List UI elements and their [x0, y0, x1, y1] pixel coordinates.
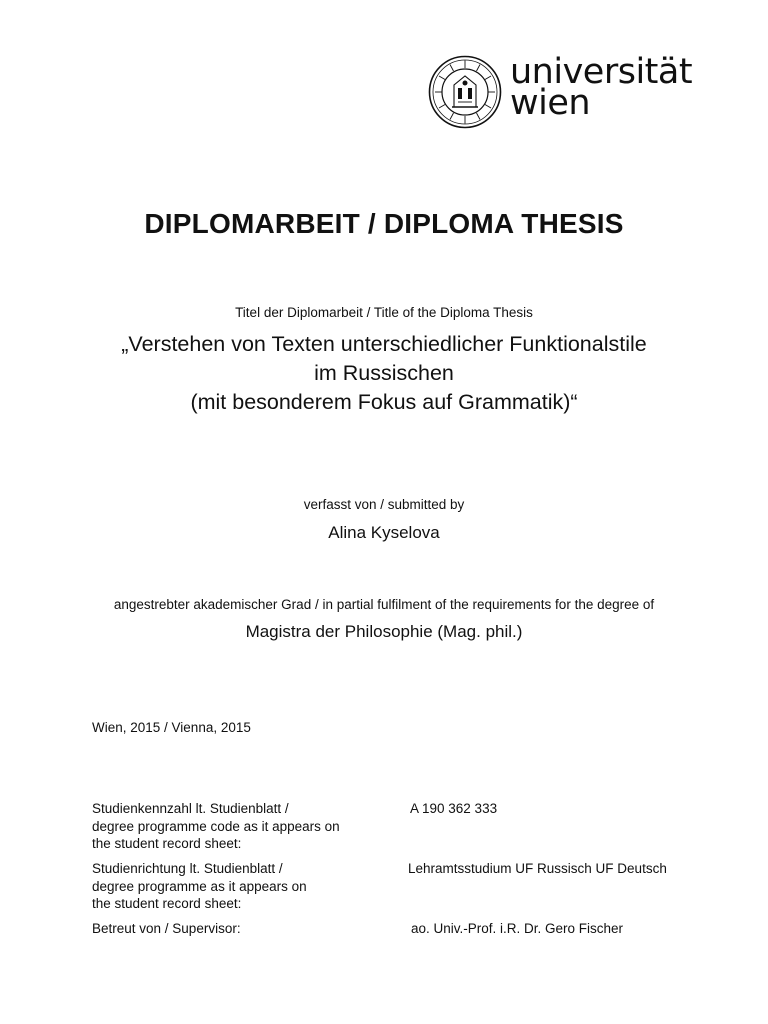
submitted-by-label: verfasst von / submitted by	[303, 497, 465, 512]
university-seal-icon	[428, 55, 502, 129]
thesis-title-label: Titel der Diplomarbeit / Title of the Diploma Thesis	[235, 305, 533, 320]
supervisor-label: Betreut von / Supervisor:	[92, 921, 241, 936]
label-line: degree programme as it appears on	[92, 878, 307, 894]
degree-name: Magistra der Philosophie (Mag. phil.)	[245, 622, 523, 641]
thesis-title-line-3: (mit besonderem Fokus auf Grammatik)“	[190, 390, 578, 414]
thesis-title-line-2: im Russischen	[314, 361, 454, 385]
document-title: DIPLOMARBEIT / DIPLOMA THESIS	[144, 208, 624, 239]
programme-label	[92, 860, 307, 913]
label-line: Studienrichtung lt. Studienblatt /	[92, 861, 283, 876]
place-date: Wien, 2015 / Vienna, 2015	[92, 720, 251, 735]
thesis-title-line-1: „Verstehen von Texten unterschiedlicher Funktionalstile	[121, 332, 647, 356]
programme-code-label	[92, 800, 340, 853]
wordmark-line-1: universität	[510, 52, 693, 92]
label-line: the student record sheet:	[92, 836, 242, 851]
university-wordmark	[510, 52, 693, 123]
wordmark-line-2: wien	[510, 83, 591, 123]
supervisor-value: ao. Univ.-Prof. i.R. Dr. Gero Fischer	[411, 921, 624, 936]
thesis-title	[0, 330, 768, 417]
university-logo	[428, 52, 708, 135]
label-line: the student record sheet:	[92, 896, 242, 911]
programme-value: Lehramtsstudium UF Russisch UF Deutsch	[408, 861, 667, 876]
degree-label: angestrebter akademischer Grad / in partial fulfilment of the requirements for the degree of	[113, 597, 655, 612]
label-line: degree programme code as it appears on	[92, 818, 340, 834]
author-name: Alina Kyselova	[328, 523, 440, 542]
programme-code-value: A 190 362 333	[410, 801, 498, 816]
label-line: Studienkennzahl lt. Studienblatt /	[92, 801, 289, 816]
